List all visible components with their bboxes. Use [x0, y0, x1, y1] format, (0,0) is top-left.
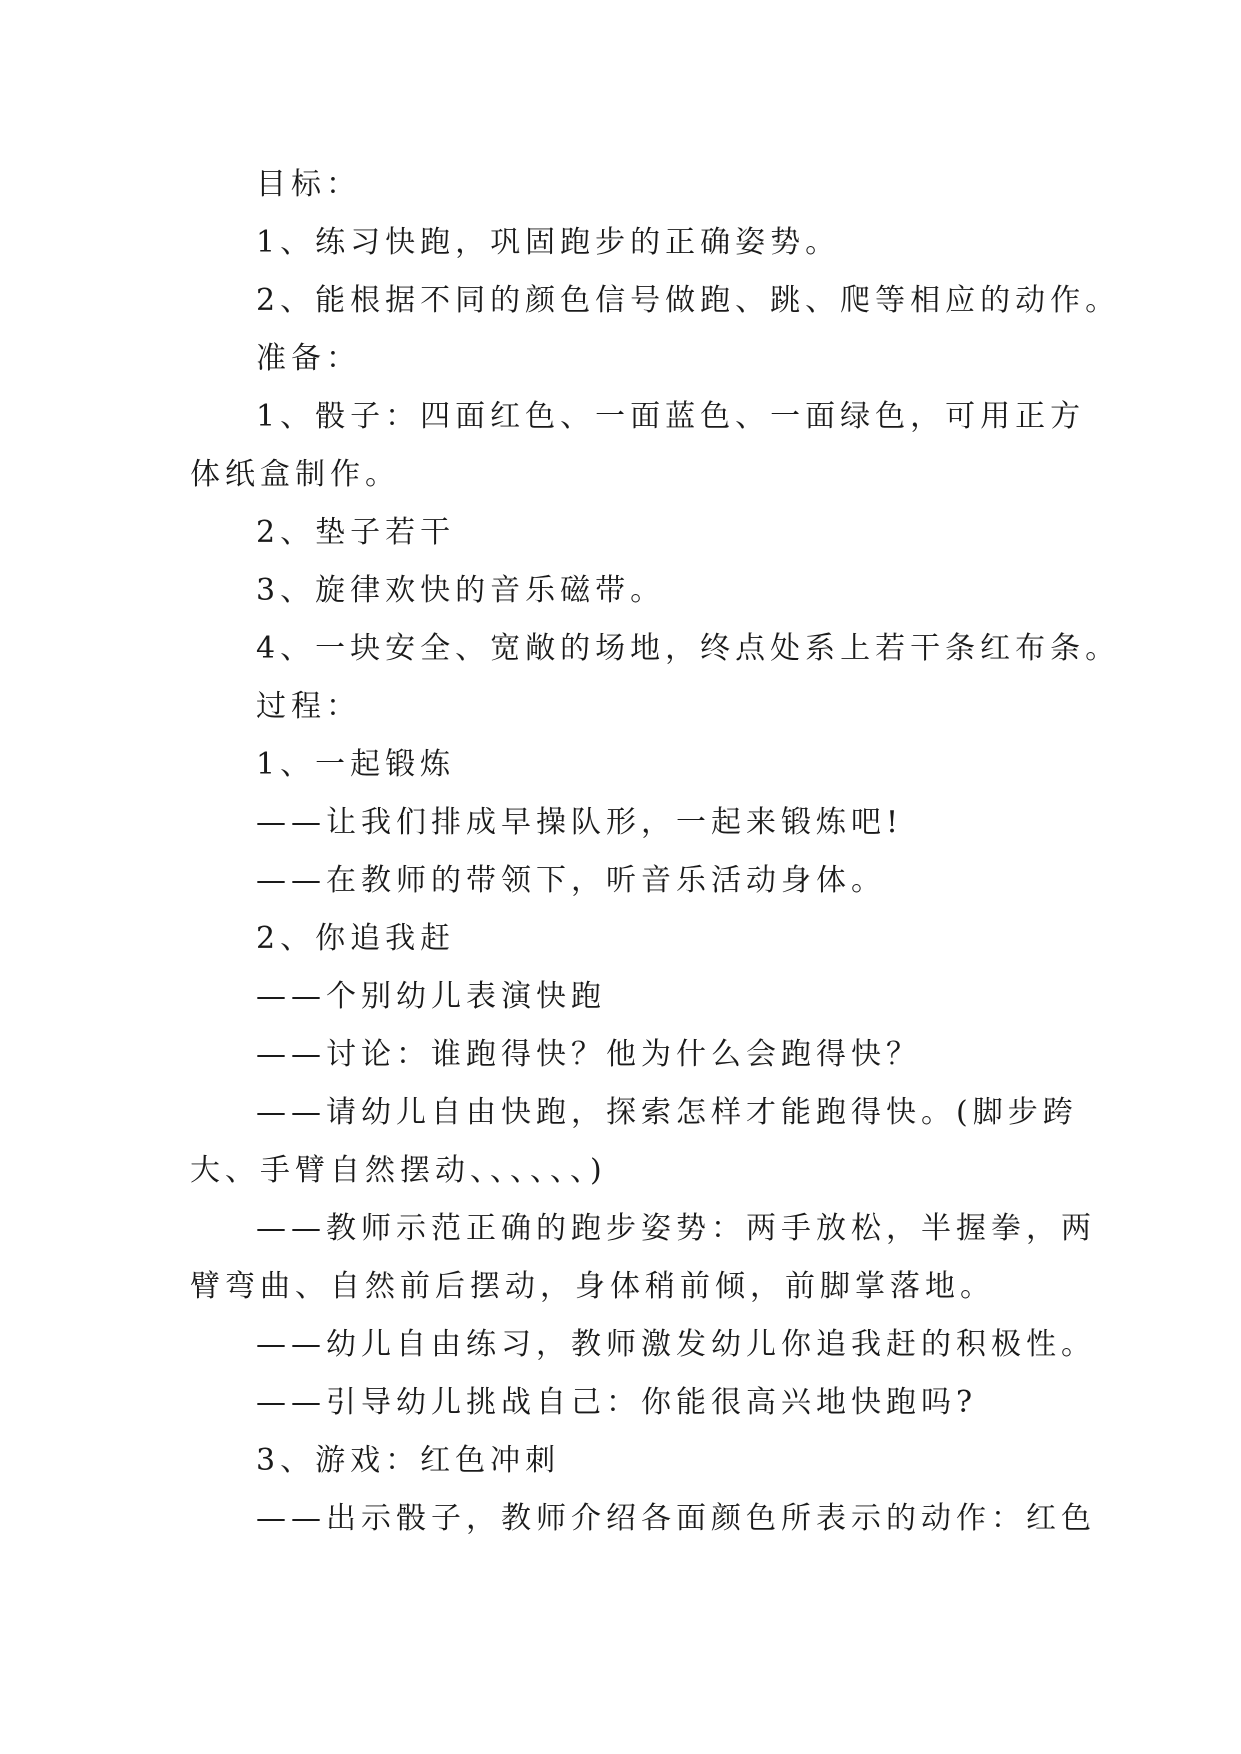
process-line: ——请幼儿自由快跑，探索怎样才能跑得快。(脚步跨 — [256, 1095, 1078, 1130]
goal-item-2: 2、能根据不同的颜色信号做跑、跳、爬等相应的动作。 — [256, 283, 1121, 318]
heading-goals: 目标： — [256, 167, 361, 202]
process-line: ——让我们排成早操队形，一起来锻炼吧! — [256, 805, 904, 840]
heading-preparation: 准备： — [256, 341, 361, 376]
prep-item-1-cont: 体纸盒制作。 — [190, 457, 400, 492]
process-line-cont: 臂弯曲、自然前后摆动，身体稍前倾，前脚掌落地。 — [190, 1269, 995, 1304]
process-line: ——出示骰子，教师介绍各面颜色所表示的动作：红色 — [256, 1501, 1096, 1536]
prep-item-4: 4、一块安全、宽敞的场地，终点处系上若干条红布条。 — [256, 631, 1121, 666]
process-line: ——讨论：谁跑得快？他为什么会跑得快？ — [256, 1037, 921, 1072]
prep-item-3: 3、旋律欢快的音乐磁带。 — [256, 573, 666, 608]
process-line: ——引导幼儿挑战自己：你能很高兴地快跑吗? — [256, 1385, 978, 1420]
process-line-cont: 大、手臂自然摆动、、、、、、) — [190, 1153, 607, 1188]
process-line: ——幼儿自由练习，教师激发幼儿你追我赶的积极性。 — [256, 1327, 1096, 1362]
process-step-2: 2、你追我赶 — [256, 921, 456, 956]
process-line: ——在教师的带领下，听音乐活动身体。 — [256, 863, 886, 898]
goal-item-1: 1、练习快跑，巩固跑步的正确姿势。 — [256, 225, 841, 260]
prep-item-2: 2、垫子若干 — [256, 515, 456, 550]
prep-item-1: 1、骰子：四面红色、一面蓝色、一面绿色，可用正方 — [256, 399, 1086, 434]
process-step-1: 1、一起锻炼 — [256, 747, 456, 782]
process-line: ——教师示范正确的跑步姿势：两手放松，半握拳，两 — [256, 1211, 1096, 1246]
process-step-3: 3、游戏：红色冲刺 — [256, 1443, 561, 1478]
process-line: ——个别幼儿表演快跑 — [256, 979, 606, 1014]
heading-process: 过程： — [256, 689, 361, 724]
